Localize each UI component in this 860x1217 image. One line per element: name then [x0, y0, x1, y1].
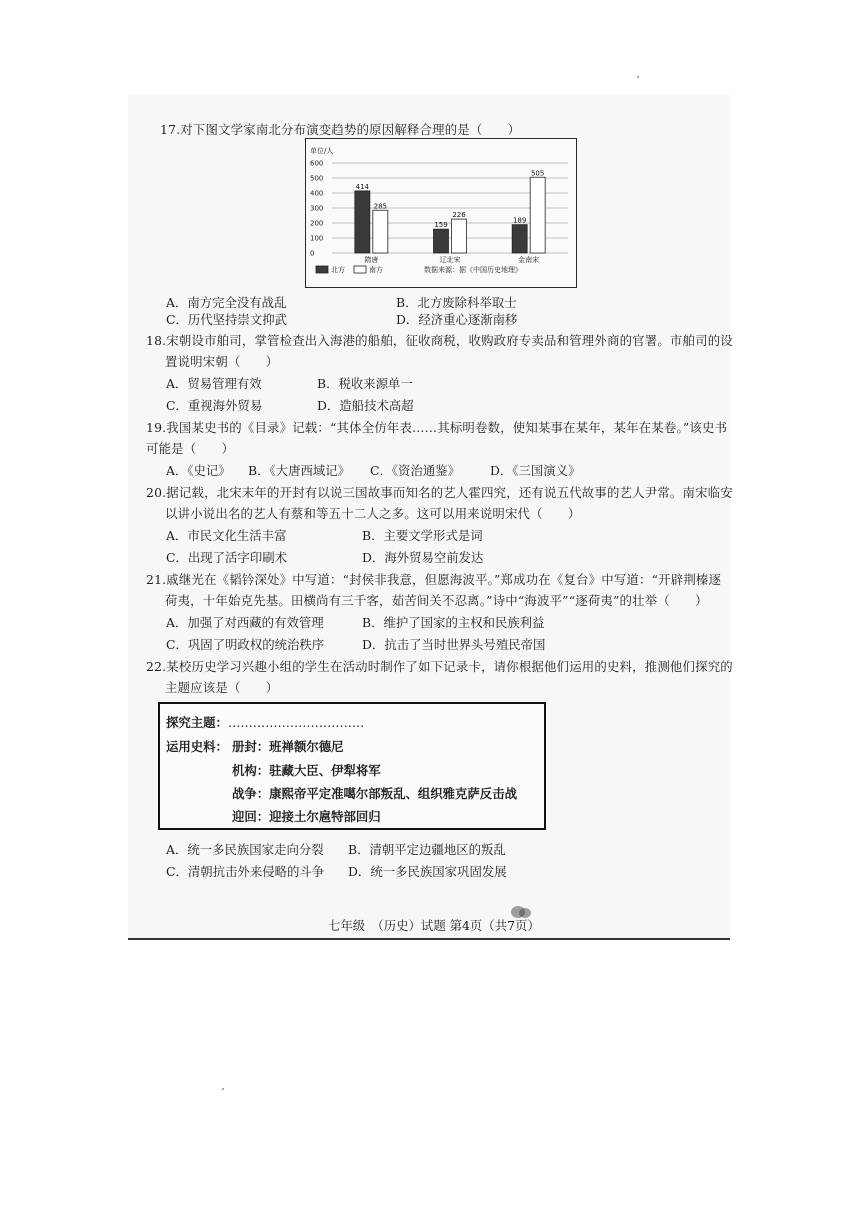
q18-option-b[interactable]: B．税收来源单一 — [317, 376, 413, 391]
data-label: 226 — [452, 211, 466, 220]
card-topic-blank: …………………………… — [227, 715, 365, 730]
q18-stem-line2: 置说明宋朝（ ） — [165, 354, 279, 369]
y-tick-label: 500 — [310, 174, 324, 183]
smudge-icon — [510, 904, 532, 920]
q17-option-c[interactable]: C．历代坚持崇文抑武 — [166, 312, 287, 327]
q22-option-a[interactable]: A．统一多民族国家走向分裂 — [166, 842, 324, 857]
x-tick-label: 辽北宋 — [439, 256, 461, 264]
chart-source: 数据来源：据《中国历史地理》 — [424, 266, 522, 274]
footer-divider — [128, 938, 730, 940]
bar-南方 — [373, 210, 388, 253]
y-tick-label: 0 — [310, 249, 315, 258]
q19-stem-line1: 19.我国某史书的《目录》记载：“其体全仿年表……其标明卷数，使知某事在某年，某年在某卷。”该史书 — [146, 420, 728, 435]
bar-北方 — [512, 225, 527, 253]
q21-option-b[interactable]: B．维护了国家的主权和民族利益 — [362, 615, 545, 630]
data-label: 505 — [530, 169, 545, 178]
card-line2: 机构：驻藏大臣、伊犁将军 — [232, 763, 381, 778]
card-materials-label: 运用史料： — [166, 739, 228, 754]
bar-南方 — [452, 219, 467, 253]
y-tick-label: 300 — [310, 204, 324, 213]
q20-option-c[interactable]: C．出现了活字印刷术 — [166, 550, 287, 565]
data-label: 159 — [434, 221, 448, 230]
legend-label: 北方 — [331, 266, 345, 274]
q22-option-d[interactable]: D．统一多民族国家巩固发展 — [348, 864, 507, 879]
q19-stem-line2: 可能是（ ） — [146, 441, 235, 456]
scan-speck — [222, 1088, 224, 1090]
q21-option-c[interactable]: C．巩固了明政权的统治秩序 — [166, 637, 325, 652]
legend-swatch-北方 — [316, 266, 328, 273]
data-label: 189 — [512, 216, 527, 225]
q22-option-c[interactable]: C．清朝抗击外来侵略的斗争 — [166, 864, 325, 879]
scan-speck — [637, 76, 639, 78]
q20-option-b[interactable]: B．主要文学形式是词 — [362, 528, 483, 543]
q21-stem-line2: 荷夷，十年始克先基。田横尚有三千客，茹苦间关不忍离。”诗中“海波平”“逐荷夷”的壮举（ ） — [165, 593, 708, 608]
y-tick-label: 600 — [310, 159, 324, 168]
q17-stem: 17.对下图文学家南北分布演变趋势的原因解释合理的是（ ） — [160, 122, 521, 137]
card-line4: 迎回：迎接土尔扈特部回归 — [232, 809, 381, 824]
q20-stem-line1: 20.据记载，北宋末年的开封有以说三国故事而知名的艺人霍四究，还有说五代故事的艺人尹常。南宋临安 — [146, 485, 733, 500]
q20-stem-line2: 以讲小说出名的艺人有蔡和等五十二人之多。这可以用来说明宋代（ ） — [165, 506, 581, 521]
q19-option-a[interactable]: A．《史记》 — [166, 463, 231, 478]
page-footer: 七年级 （历史）试题 第4页（共7页） — [328, 918, 540, 933]
bar-南方 — [530, 177, 545, 253]
q19-option-c[interactable]: C．《资治通鉴》 — [370, 463, 461, 478]
bar-chart — [306, 139, 576, 287]
q18-option-d[interactable]: D．造船技术高超 — [317, 398, 414, 413]
legend-swatch-南方 — [354, 266, 366, 273]
q19-option-b[interactable]: B．《大唐西域记》 — [248, 463, 351, 478]
y-tick-label: 400 — [310, 189, 324, 198]
q22-stem-line1: 22.某校历史学习兴趣小组的学生在活动时制作了如下记录卡，请你根据他们运用的史料，推测他们探究的 — [146, 659, 733, 674]
q22-option-b[interactable]: B．清朝平定边疆地区的叛乱 — [348, 842, 506, 857]
legend-label: 南方 — [369, 266, 383, 274]
x-tick-label: 金南宋 — [518, 256, 540, 264]
q17-option-d[interactable]: D．经济重心逐渐南移 — [396, 312, 518, 327]
q18-stem-line1: 18.宋朝设市舶司，掌管检查出入海港的船舶，征收商税，收购政府专卖品和管理外商的官署。市舶司的设 — [146, 333, 733, 348]
q17-chart — [305, 138, 577, 288]
q20-option-d[interactable]: D．海外贸易空前发达 — [362, 550, 484, 565]
y-axis-label: 单位/人 — [310, 147, 334, 155]
record-card — [158, 702, 546, 830]
bar-北方 — [355, 191, 370, 253]
q22-stem-line2: 主题应该是（ ） — [165, 680, 279, 695]
q17-option-b[interactable]: B．北方废除科举取士 — [396, 295, 517, 310]
q21-stem-line1: 21.戚继光在《韬钤深处》中写道：“封侯非我意，但愿海波平。”郑成功在《复台》中写道：“开辟荆榛逐 — [146, 572, 722, 587]
y-tick-label: 100 — [310, 234, 324, 243]
card-line3: 战争：康熙帝平定准噶尔部叛乱、组织雅克萨反击战 — [232, 786, 517, 801]
y-tick-label: 200 — [310, 219, 324, 228]
card-line1: 册封：班禅额尔德尼 — [232, 739, 344, 754]
q18-option-a[interactable]: A．贸易管理有效 — [166, 376, 262, 391]
x-tick-label: 隋唐 — [364, 256, 379, 264]
q21-option-d[interactable]: D．抗击了当时世界头号殖民帝国 — [362, 637, 546, 652]
q21-option-a[interactable]: A．加强了对西藏的有效管理 — [166, 615, 324, 630]
q18-option-c[interactable]: C．重视海外贸易 — [166, 398, 263, 413]
data-label: 414 — [355, 182, 370, 191]
card-topic — [166, 713, 364, 731]
data-label: 285 — [373, 202, 388, 211]
q19-option-d[interactable]: D．《三国演义》 — [490, 463, 581, 478]
q20-option-a[interactable]: A．市民文化生活丰富 — [166, 528, 287, 543]
q17-option-a[interactable]: A．南方完全没有战乱 — [166, 295, 287, 310]
card-topic-label: 探究主题： — [166, 715, 228, 730]
bar-北方 — [434, 229, 449, 253]
